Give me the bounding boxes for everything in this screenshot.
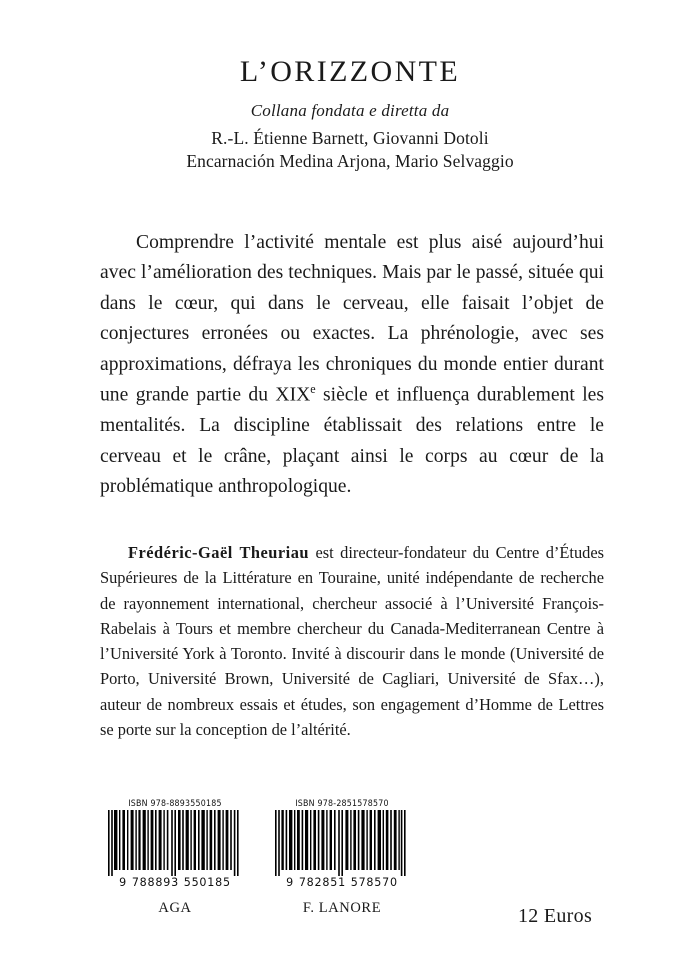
blurb-paragraph: Comprendre l’activité mentale est plus aisé aujourd’hui avec l’amélioration des techniques. Mais par le passé, située qui dans le cœur, qui dans le cerveau, elle faisait l’objet de conjectures erronées ou exactes. La phrénologie, avec ses approximations, défraya les chroniques du monde entier durant une grande partie du XIXe siècle et influença durablement les mentalités. La discipline établissait des relations entre le cerveau et le crâne, plaçant ainsi le corps au cœur de la problématique anthropologique. — [100, 232, 604, 498]
ean-lead-digit: 9 — [286, 875, 295, 889]
barcode-block-lanore — [262, 798, 422, 917]
series-header — [0, 56, 700, 173]
author-biography-text: est directeur-fondateur du Centre d’Études Supérieures de la Littérature en Touraine, unité indépendante de recherche de rayonnement international, chercheur associé à l’Université François-Rabelais à Tours et membre chercheur du Canada-Mediterranean Centre à l’Université York à Toronto. Invité à discourir dans le monde (Université de Porto, Université Brown, Université de Cagliari, Université de Sfax…), auteur de nombreux essais et études, son engagement d’Homme de Lettres se porte sur la conception de l’altérité. — [100, 543, 604, 739]
author-biography — [100, 540, 604, 742]
barcode-block-aga — [95, 798, 255, 917]
ean-left-group: 788893 — [131, 875, 179, 889]
ean-digits — [265, 875, 419, 889]
ean-lead-digit: 9 — [119, 875, 128, 889]
ean-right-group: 550185 — [183, 875, 231, 889]
ean-right-group: 578570 — [350, 875, 398, 889]
isbn-label: ISBN 978-2851578570 — [295, 798, 389, 808]
price-label: 12 Euros — [517, 905, 593, 927]
ean-digits — [98, 875, 252, 889]
series-subtitle: Collana fondata e diretta da — [250, 100, 450, 120]
series-editors-line-2: Encarnación Medina Arjona, Mario Selvaggio — [186, 150, 514, 171]
isbn-label: ISBN 978-8893550185 — [128, 798, 222, 808]
series-editors — [0, 127, 700, 174]
barcode-bars — [107, 810, 243, 876]
series-editors-line-1: R.-L. Étienne Barnett, Giovanni Dotoli — [211, 127, 489, 148]
series-title: L’ORIZZONTE — [239, 55, 461, 88]
barcode-bars — [274, 810, 410, 876]
ordinal-suffix: e — [310, 382, 316, 397]
publisher-label: F. LANORE — [302, 900, 382, 916]
publisher-label: AGA — [158, 900, 192, 916]
author-name: Frédéric-Gaël Theuriau — [128, 543, 310, 562]
ean-left-group: 782851 — [298, 875, 346, 889]
